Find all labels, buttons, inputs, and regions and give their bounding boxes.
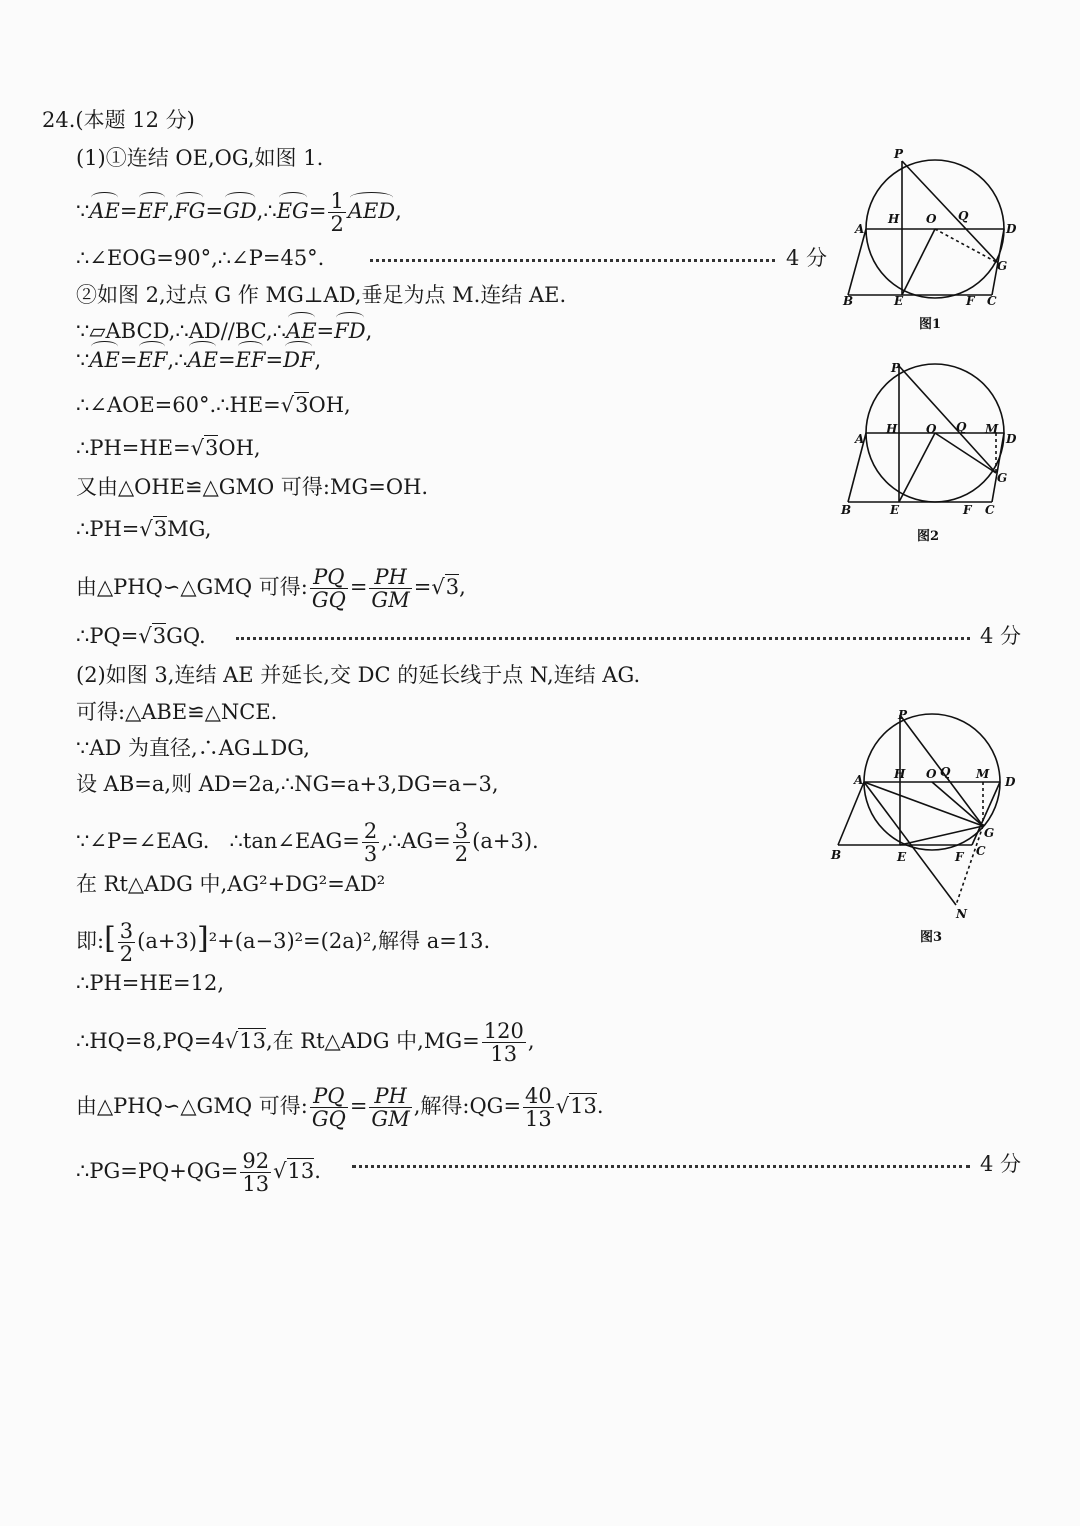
fig2-label-p: P: [891, 361, 901, 375]
line-14: 可得:△ABE≌△NCE.: [76, 700, 278, 724]
fig2-label-c: C: [985, 503, 995, 517]
fraction-92-13: $\frac{92}{13}$: [242, 1149, 270, 1196]
figure-1: [835, 145, 1035, 340]
arc-gd: GD: [223, 199, 257, 223]
line-18: 在 Rt△ADG 中,AG²+DG²=AD²: [76, 872, 386, 896]
fraction-half: $\frac{1}{2}$: [330, 189, 344, 236]
arc-fg: FG: [174, 199, 206, 223]
line-11: 由△PHQ∽△GMQ 可得: $\frac{PQ}{GQ}$ = $\frac{PH}{GM}$ =√ 3,: [76, 566, 466, 611]
figure-2: [835, 360, 1035, 550]
line-12: ∴PQ=√ 3GQ.: [76, 623, 206, 649]
problem-header: 24.(本题 12 分): [42, 108, 195, 132]
fig3-label-h: H: [894, 767, 906, 781]
line-9: 又由△OHE≌△GMO 可得:MG=OH.: [76, 475, 429, 499]
fig2-label-f: F: [963, 503, 972, 517]
fig3-label-q: Q: [940, 765, 951, 779]
fig1-label-b: B: [843, 294, 854, 308]
line-3: ∴∠EOG=90°,∴∠P=45°.: [76, 246, 325, 270]
fraction-pq-gq: $\frac{PQ}{GQ}$: [311, 565, 346, 612]
line-15: ∵AD 为直径,∴AG⊥DG,: [76, 736, 310, 760]
line-8: ∴PH=HE=√ 3OH,: [76, 435, 261, 461]
arc-ae-2: AE: [286, 319, 317, 343]
line-22: 由△PHQ∽△GMQ 可得: $\frac{PQ}{GQ}$ = $\frac{PH}{GM}$ ,解得:QG= $\frac{40}{13}$ √ 13.: [76, 1085, 604, 1130]
fig3-label-n: N: [956, 907, 967, 921]
fraction-3-2: $\frac{3}{2}$: [454, 819, 469, 866]
fraction-120-13: $\frac{120}{13}$: [483, 1019, 524, 1066]
fig1-label-f: F: [966, 294, 975, 308]
line-16: 设 AB=a,则 AD=2a,∴NG=a+3,DG=a−3,: [76, 772, 499, 796]
fig3-caption: 图3: [920, 930, 943, 945]
fig1-label-c: C: [987, 294, 997, 308]
fig2-label-g: G: [997, 471, 1008, 485]
fig3-label-d: D: [1005, 775, 1016, 789]
fig2-label-a: A: [855, 432, 865, 446]
arc-ef: EF: [137, 199, 168, 223]
line-10: ∴PH=√ 3MG,: [76, 516, 211, 542]
fig1-label-q: Q: [958, 209, 969, 223]
fig2-label-b: B: [841, 503, 852, 517]
fig3-label-m: M: [976, 767, 990, 781]
line-13: (2)如图 3,连结 AE 并延长,交 DC 的延长线于点 N,连结 AG.: [76, 663, 641, 687]
fig1-label-e: E: [894, 294, 904, 308]
line-21: ∴HQ=8,PQ=4√ 13,在 Rt△ADG 中,MG= $\frac{120}{13}$ ,: [76, 1020, 535, 1065]
fig3-label-g: G: [984, 826, 995, 840]
line-2: ∵AE=EF,FG=GD,∴EG= $\frac{1}{2}$ AED,: [76, 189, 402, 236]
fig2-label-h: H: [886, 422, 898, 436]
fig1-label-d: D: [1006, 222, 1017, 236]
dotted-leader-2: [236, 637, 970, 640]
dotted-leader-1: [370, 259, 775, 262]
fig3-label-a: A: [854, 773, 864, 787]
line-4: ②如图 2,过点 G 作 MG⊥AD,垂足为点 M.连结 AE.: [76, 283, 567, 307]
because-symbol: ∵: [76, 199, 90, 223]
line-17: ∵∠P=∠EAG. ∴tan∠EAG= $\frac{2}{3}$ ,∴AG= $\frac{3}{2}$ (a+3).: [76, 819, 539, 866]
fig3-label-f: F: [955, 850, 964, 864]
fig2-label-o: O: [926, 422, 937, 436]
score-3: 4 分: [980, 1152, 1022, 1176]
line-20: ∴PH=HE=12,: [76, 971, 225, 995]
fraction-40-13: $\frac{40}{13}$: [525, 1084, 552, 1131]
fig2-caption: 图2: [917, 529, 940, 544]
fig2-label-d: D: [1006, 432, 1017, 446]
line-5: ∵▱ABCD,∴AD//BC,∴AE=FD,: [76, 319, 373, 343]
fig3-label-b: B: [831, 848, 842, 862]
fig1-label-p: P: [894, 147, 904, 161]
fraction-3-2-b: $\frac{3}{2}$: [119, 919, 134, 966]
figure-3: [828, 705, 1033, 945]
line-1: (1)①连结 OE,OG,如图 1.: [76, 146, 324, 170]
dotted-leader-3: [352, 1165, 970, 1168]
fig2-label-m: M: [985, 422, 999, 436]
line-6: ∵AE=EF,∴AE=EF=DF,: [76, 348, 322, 372]
fig3-label-o: O: [926, 767, 937, 781]
arc-fd: FD: [334, 319, 366, 343]
fig1-label-h: H: [888, 212, 900, 226]
score-2: 4 分: [980, 624, 1022, 648]
fig1-caption: 图1: [919, 317, 942, 332]
fig3-label-c: C: [976, 844, 986, 858]
fig3-label-p: P: [898, 708, 908, 722]
fig3-label-e: E: [897, 850, 907, 864]
fig2-label-q: Q: [956, 420, 967, 434]
line-23: ∴PG=PQ+QG= $\frac{92}{13}$ √ 13.: [76, 1150, 321, 1195]
fraction-ph-gm: $\frac{PH}{GM}$: [371, 565, 410, 612]
arc-eg: EG: [276, 199, 309, 223]
line-19: 即:[ $\frac{3}{2}$ (a+3)]²+(a−3)²=(2a)²,解得 a=13.: [76, 919, 491, 966]
arc-ae: AE: [89, 199, 120, 223]
fig1-label-a: A: [855, 222, 865, 236]
fig1-label-o: O: [926, 212, 937, 226]
arc-aed: AED: [347, 199, 396, 223]
fig1-label-g: G: [997, 259, 1008, 273]
fig2-label-e: E: [890, 503, 900, 517]
score-1: 4 分: [786, 246, 828, 270]
line-7: ∴∠AOE=60°.∴HE=√ 3OH,: [76, 392, 351, 418]
fraction-2-3: $\frac{2}{3}$: [363, 819, 378, 866]
